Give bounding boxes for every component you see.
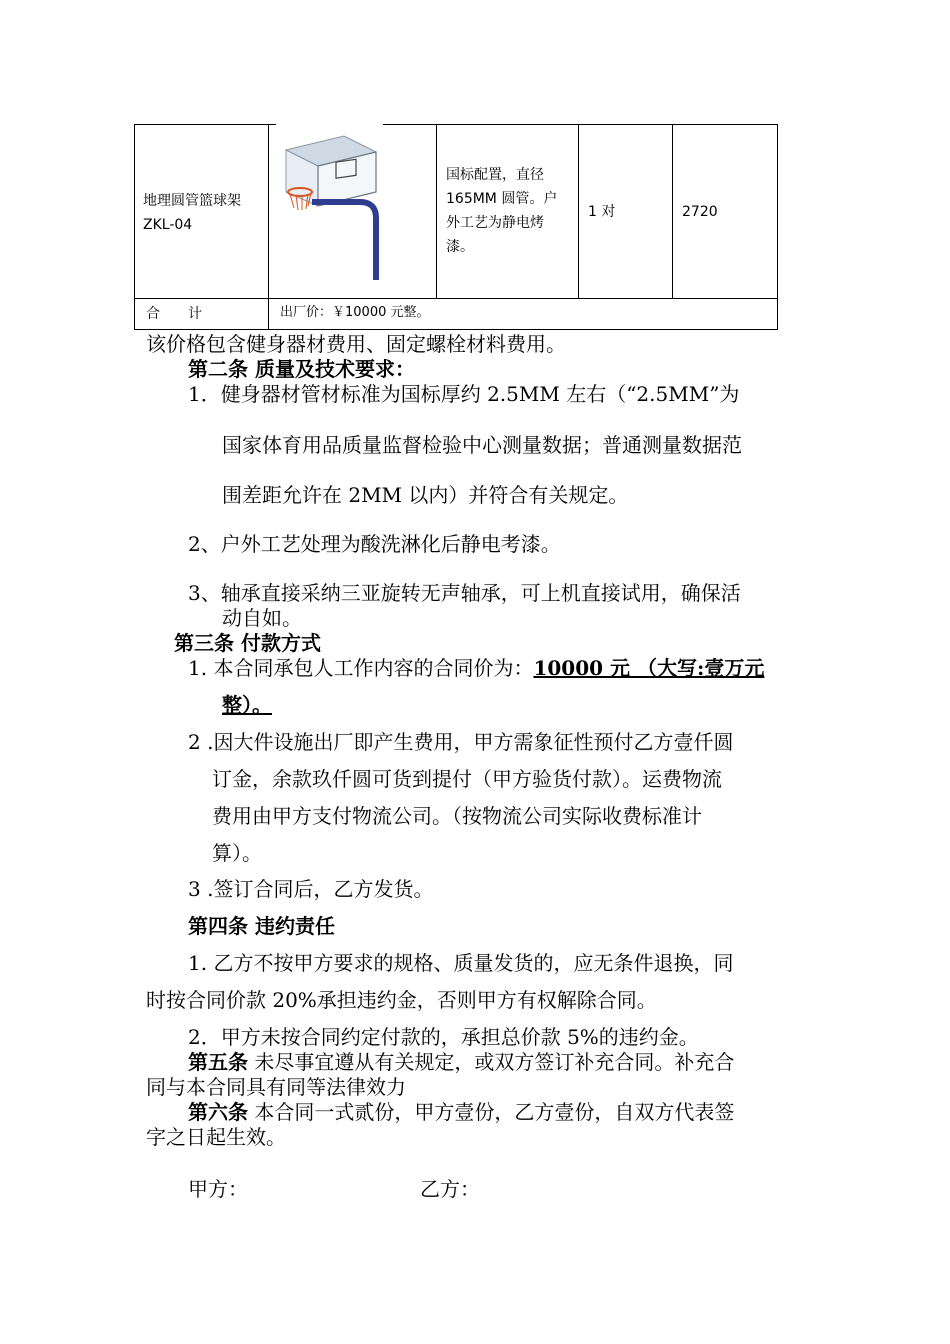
total-label: 计: [188, 306, 202, 322]
article-2-title: 第二条 质量及技术要求：: [188, 357, 415, 381]
product-name: 地理圆管篮球架: [143, 193, 241, 209]
spec-line: 国标配置，直径: [446, 167, 544, 183]
article-2-item-1-cont: 国家体育用品质量监督检验中心测量数据；普通测量数据范: [222, 433, 742, 457]
article-3-item-2-cont: 算）。: [212, 841, 262, 865]
article-2-item-3: 3、轴承直接采纳三亚旋转无声轴承，可上机直接试用，确保活: [188, 581, 741, 605]
article-6-title: 第六条: [188, 1100, 248, 1124]
party-b-signature: 乙方：: [420, 1177, 480, 1201]
article-3-item-1: [188, 656, 764, 680]
article-3-item-2-cont: 费用由甲方支付物流公司。（按物流公司实际收费标准计: [212, 804, 702, 828]
price-note: 该价格包含健身器材费用、固定螺栓材料费用。: [146, 332, 566, 356]
article-6-text: 本合同一式贰份，甲方壹份，乙方壹份，自双方代表签: [248, 1100, 735, 1124]
article-2-item-2: 2、户外工艺处理为酸洗淋化后静电考漆。: [188, 532, 561, 556]
article-5-cont: 同与本合同具有同等法律效力: [146, 1075, 406, 1099]
spec-line: 165MM 圆管。户: [446, 191, 558, 207]
article-6: [188, 1100, 734, 1124]
party-a-signature: 甲方：: [188, 1177, 248, 1201]
spec-line: 外工艺为静电烤: [446, 215, 544, 231]
article-3-item-2-cont: 订金，余款玖仟圆可货到提付（甲方验货付款）。运费物流: [212, 767, 722, 791]
article-4-item-1: 1. 乙方不按甲方要求的规格、质量发货的，应无条件退换，同: [188, 951, 734, 975]
contract-amount: 10000 元 （大写:壹万元: [533, 656, 765, 680]
article-2-item-1: 1．健身器材管材标准为国标厚约 2.5MM 左右（“2.5MM”为: [188, 382, 740, 406]
article-5: [188, 1050, 734, 1074]
article-5-title: 第五条: [188, 1050, 248, 1074]
article-4-title: 第四条 违约责任: [188, 914, 335, 938]
article-6-cont: 字之日起生效。: [146, 1125, 286, 1149]
total-value: 出厂价：￥10000 元整。: [280, 305, 430, 320]
quantity-cell: 1 对: [588, 204, 616, 220]
article-2-item-1-cont: 围差距允许在 2MM 以内）并符合有关规定。: [222, 483, 629, 507]
article-2-item-3-cont: 动自如。: [222, 606, 302, 630]
spec-line: 漆。: [446, 239, 474, 255]
basketball-hoop-icon: [280, 132, 384, 282]
article-5-text: 未尽事宜遵从有关规定，或双方签订补充合同。补充合: [248, 1050, 735, 1074]
article-4-item-1-cont: 时按合同价款 20%承担违约金，否则甲方有权解除合同。: [146, 988, 657, 1012]
article-3-item-2: 2 .因大件设施出厂即产生费用，甲方需象征性预付乙方壹仟圆: [188, 730, 734, 754]
contract-amount-cont: 整）。: [222, 693, 272, 717]
article-3-title: 第三条 付款方式: [174, 631, 321, 655]
price-cell: 2720: [682, 204, 718, 220]
article-3-item-3: 3 .签订合同后，乙方发货。: [188, 877, 434, 901]
article-3-item-1-text: 1. 本合同承包人工作内容的合同价为：: [188, 656, 534, 680]
product-model: ZKL-04: [143, 217, 193, 233]
total-label: 合: [146, 306, 160, 322]
article-4-item-2: 2．甲方未按合同约定付款的，承担总价款 5%的违约金。: [188, 1025, 699, 1049]
